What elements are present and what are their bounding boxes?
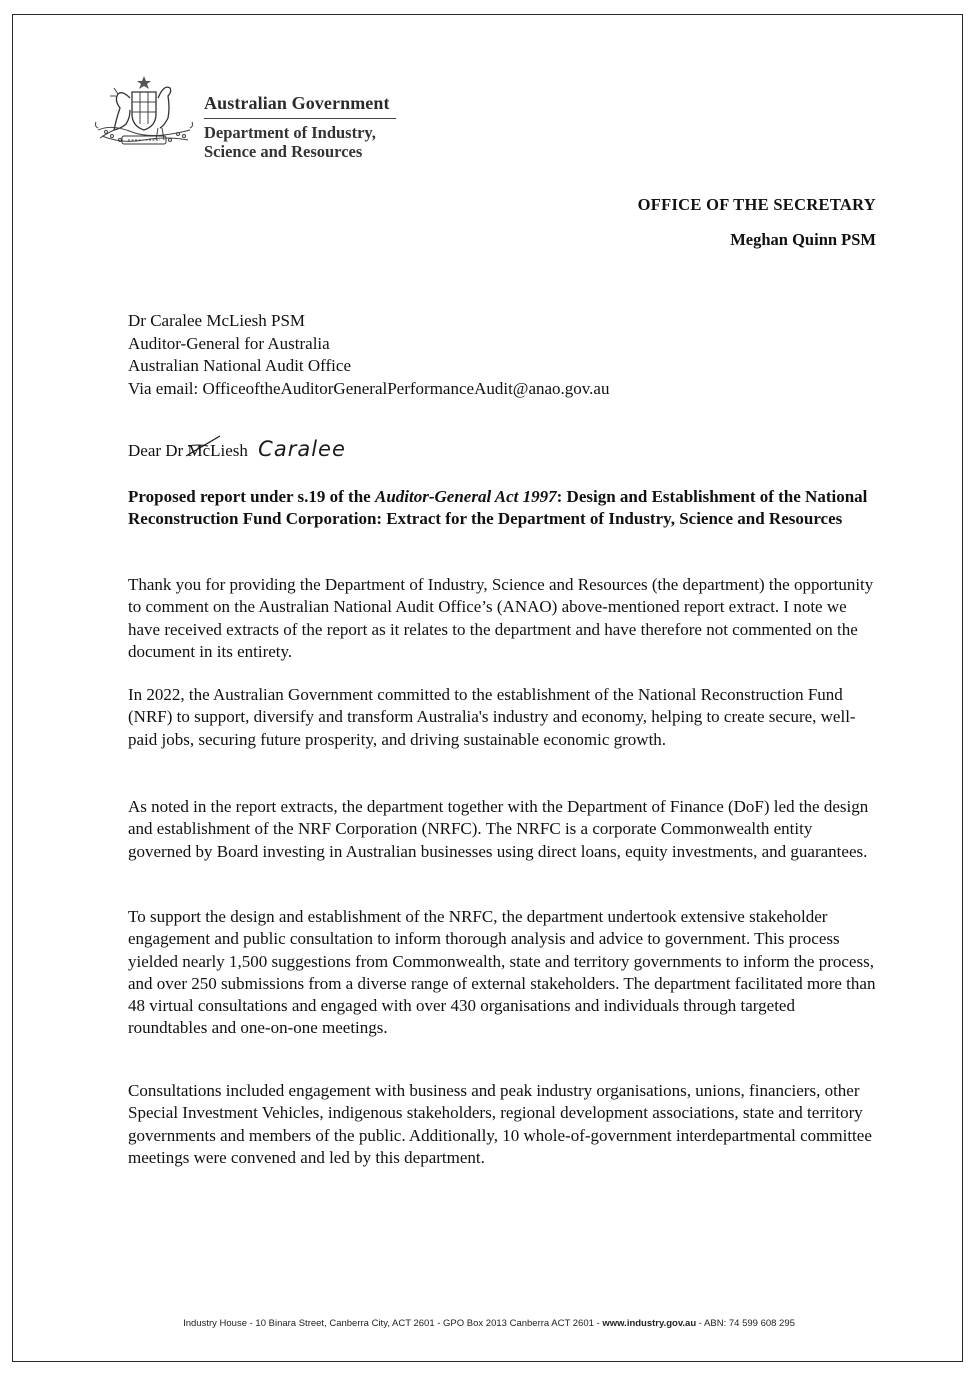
struck-text-value: Mc	[187, 441, 211, 460]
struck-text	[187, 438, 210, 464]
coat-of-arms-icon	[92, 74, 196, 152]
subject-act-title: Auditor-General Act 1997	[374, 487, 557, 506]
strike-through-mark	[184, 434, 224, 460]
government-name: Australian Government	[204, 92, 396, 119]
secretary-name: Meghan Quinn PSM	[730, 230, 876, 249]
body-paragraph-1: Thank you for providing the Department of Industry, Science and Resources (the department) the opportunity to comment on the Australian National Audit Office’s (ANAO) above-mentioned report extract. I note we have received extracts of the report as it relates to the department and have therefore not commented on the document in its entirety.	[128, 575, 874, 661]
footer-abn: - ABN: 74 599 608 295	[696, 1318, 795, 1329]
department-name-line1: Department of Industry,	[204, 123, 376, 142]
handwritten-name: Caralee	[258, 437, 346, 461]
recipient-name: Dr Caralee McLiesh PSM	[128, 311, 306, 330]
salutation	[128, 436, 346, 464]
recipient-email: Via email: OfficeoftheAuditorGeneralPerformanceAudit@anao.gov.au	[128, 378, 610, 398]
subject-line	[128, 486, 868, 530]
subject-part1: Proposed report under s.19 of the	[128, 487, 375, 506]
subject-part2: : Design and Establishment of the National Reconstruction Fund Corporation: Extract for the Department of Industry, Science and Resources	[128, 487, 868, 528]
footer-website-link[interactable]: www.industry.gov.au	[602, 1318, 697, 1329]
body-paragraph-3: As noted in the report extracts, the department together with the Department of Finance (DoF) led the design and establishment of the NRF Corporation (NRFC). The NRFC is a corporate Commonwealth entity governed by Board investing in Australian businesses using direct loans, equity investments, and guarantees.	[128, 797, 869, 861]
recipient-title: Auditor-General for Australia	[128, 333, 330, 353]
footer-address: Industry House - 10 Binara Street, Canberra City, ACT 2601 - GPO Box 2013 Canberra ACT 2601 -	[183, 1318, 603, 1329]
recipient-organisation: Australian National Audit Office	[128, 356, 351, 375]
letterhead	[204, 92, 404, 161]
salutation-prefix: Dear Dr	[128, 441, 188, 460]
body-paragraph-2: In 2022, the Australian Government committed to the establishment of the National Reconstruction Fund (NRF) to support, diversify and transform Australia's industry and economy, helping to create secure, well-paid jobs, securing future prosperity, and driving sustainable economic growth.	[128, 685, 856, 749]
department-name-line2: Science and Resources	[204, 142, 363, 161]
footer	[0, 1318, 978, 1329]
recipient-address	[128, 310, 609, 400]
body-paragraph-4: To support the design and establishment of the NRFC, the department undertook extensive stakeholder engagement and public consultation to inform thorough analysis and advice to government. This process yielded nearly 1,500 suggestions from Commonwealth, state and territory governments to inform the process, and over 250 submissions from a diverse range of external stakeholders. The department facilitated more than 48 virtual consultations and engaged with over 430 organisations and individuals through targeted roundtables and one-on-one meetings.	[128, 907, 876, 1038]
body-paragraph-5: Consultations included engagement with business and peak industry organisations, unions, financiers, other Special Investment Vehicles, indigenous stakeholders, regional development associations, state and territory governments and members of the public. Additionally, 10 whole-of-government interdepartmental committee meetings were convened and led by this department.	[128, 1081, 872, 1167]
office-title: OFFICE OF THE SECRETARY	[637, 195, 876, 214]
salutation-surname: Liesh	[210, 441, 248, 460]
